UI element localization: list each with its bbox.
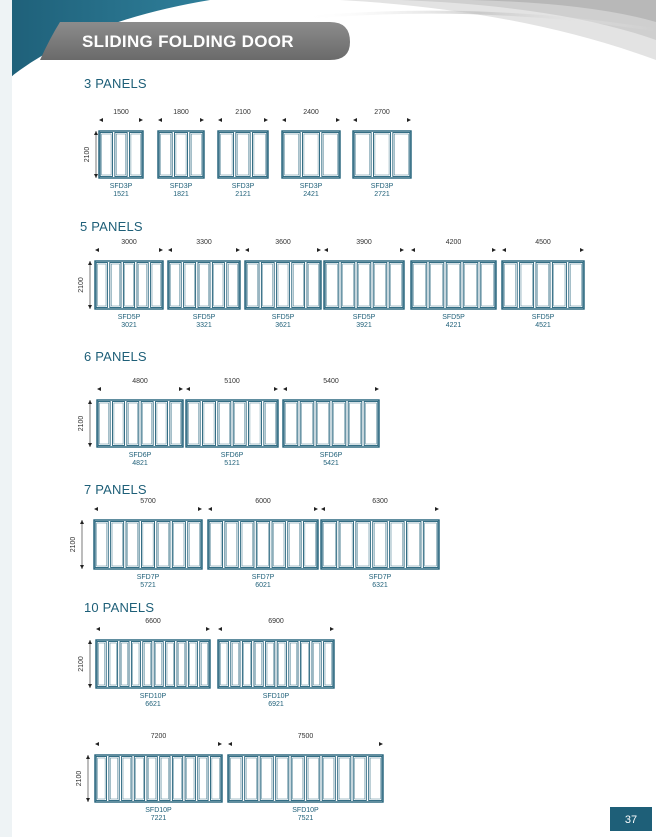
door-row [76, 733, 383, 822]
model-size-code: 6621 [145, 701, 161, 708]
model-code: SFD5P [442, 314, 465, 321]
model-size-code: 2421 [303, 191, 319, 198]
dimension-arrowhead [379, 742, 383, 746]
dimension-arrowhead [236, 248, 240, 252]
dimension-arrowhead [282, 118, 286, 122]
model-code: SFD6P [220, 452, 244, 459]
door-unit [282, 109, 340, 198]
model-size-code: 3021 [121, 322, 137, 329]
dimension-arrowhead [353, 118, 357, 122]
width-label: 3600 [275, 239, 291, 246]
dimension-arrowhead [95, 742, 99, 746]
width-label: 6900 [268, 618, 284, 625]
door-frame [245, 261, 321, 309]
model-size-code: 4521 [535, 322, 551, 329]
model-size-code: 3321 [196, 322, 212, 329]
width-label: 3900 [356, 239, 372, 246]
model-size-code: 4221 [445, 322, 462, 329]
model-code: SFD10P [292, 807, 319, 814]
model-code: SFD10P [139, 693, 167, 700]
width-label: 4200 [445, 239, 462, 246]
door-unit [245, 239, 321, 329]
width-label: 1500 [113, 109, 129, 116]
model-size-code: 1521 [113, 191, 129, 198]
dimension-arrowhead [97, 387, 101, 391]
dimension-arrowhead [95, 248, 99, 252]
title-bar [40, 22, 350, 60]
section-heading: 3 PANELS [84, 76, 147, 91]
dimension-arrowhead [435, 507, 439, 511]
dimension-arrowhead [198, 507, 202, 511]
door-frame [95, 261, 163, 309]
model-size-code: 5121 [224, 460, 240, 467]
door-row [78, 239, 584, 329]
dimension-arrowhead [411, 248, 415, 252]
door-frame [282, 131, 340, 178]
dimension-arrowhead [179, 387, 183, 391]
dimension-arrowhead [88, 305, 92, 309]
dimension-arrowhead [274, 387, 278, 391]
width-label: 2700 [374, 109, 390, 116]
width-label: 3300 [196, 239, 212, 246]
height-label: 2100 [78, 277, 85, 293]
model-code: SFD3P [299, 183, 323, 190]
dimension-arrowhead [218, 627, 222, 631]
model-size-code: 6021 [255, 582, 271, 589]
section-heading: 6 PANELS [84, 349, 147, 364]
width-label: 5100 [224, 378, 240, 385]
model-code: SFD7P [251, 574, 275, 581]
model-size-code: 1821 [173, 191, 189, 198]
model-code: SFD3P [231, 183, 255, 190]
section-heading: 7 PANELS [84, 482, 147, 497]
model-code: SFD5P [192, 314, 216, 321]
dimension-arrowhead [80, 565, 84, 569]
door-unit [218, 618, 334, 708]
model-code: SFD6P [319, 452, 343, 459]
door-unit [168, 239, 240, 329]
door-unit [411, 239, 496, 329]
height-label: 2100 [70, 536, 77, 553]
dimension-arrowhead [283, 387, 287, 391]
dimension-arrowhead [330, 627, 334, 631]
dimension-arrowhead [88, 640, 92, 644]
width-label: 5400 [323, 378, 339, 385]
width-label: 6300 [372, 498, 388, 505]
door-unit [502, 239, 584, 329]
width-label: 6000 [255, 498, 271, 505]
dimension-arrowhead [580, 248, 584, 252]
dimension-arrowhead [186, 387, 190, 391]
model-code: SFD3P [169, 183, 193, 190]
width-label: 2400 [303, 109, 319, 116]
dimension-arrowhead [317, 248, 321, 252]
section [84, 76, 411, 198]
width-label: 4800 [132, 378, 148, 385]
door-unit [208, 498, 318, 589]
width-label: 7500 [297, 733, 314, 740]
model-code: SFD7P [368, 574, 392, 581]
dimension-arrowhead [200, 118, 204, 122]
door-frame [99, 131, 143, 178]
section [78, 349, 379, 467]
width-label: 2100 [235, 109, 251, 116]
dimension-arrowhead [88, 400, 92, 404]
model-size-code: 6921 [268, 701, 284, 708]
door-row [78, 378, 379, 467]
page-number-box [610, 807, 652, 831]
door-unit [353, 109, 411, 198]
dimension-arrowhead [139, 118, 143, 122]
model-code: SFD10P [145, 807, 172, 814]
width-label: 1800 [173, 109, 189, 116]
door-frame [218, 640, 334, 688]
door-catalog [70, 76, 584, 822]
section-heading: 10 PANELS [84, 600, 155, 615]
model-size-code: 7521 [297, 815, 314, 822]
section [70, 482, 439, 589]
dimension-arrowhead [86, 798, 90, 802]
height-label: 2100 [78, 656, 85, 672]
dimension-arrowhead [96, 627, 100, 631]
door-frame [353, 131, 411, 178]
width-label: 6600 [145, 618, 161, 625]
section [78, 219, 584, 329]
door-unit [97, 378, 183, 467]
dimension-arrowhead [375, 387, 379, 391]
model-size-code: 3921 [356, 322, 372, 329]
model-size-code: 2121 [235, 191, 251, 198]
door-unit [218, 109, 268, 198]
dimension-arrowhead [264, 118, 268, 122]
dimension-arrowhead [158, 118, 162, 122]
door-frame [218, 131, 268, 178]
dimension-arrowhead [88, 261, 92, 265]
dimension-arrowhead [88, 443, 92, 447]
height-label: 2100 [78, 415, 85, 432]
model-size-code: 2721 [374, 191, 390, 198]
door-frame [502, 261, 584, 309]
width-label: 4500 [535, 239, 551, 246]
model-code: SFD3P [370, 183, 394, 190]
width-label: 7200 [150, 733, 167, 740]
door-unit [321, 498, 439, 589]
width-label: 3000 [121, 239, 137, 246]
model-code: SFD5P [531, 314, 555, 321]
dimension-arrowhead [94, 174, 98, 178]
model-code: SFD3P [109, 183, 133, 190]
door-unit [283, 378, 379, 467]
model-size-code: 5421 [323, 460, 339, 467]
page-title: SLIDING FOLDING DOOR [82, 32, 294, 51]
dimension-arrowhead [94, 131, 98, 135]
dimension-arrowhead [208, 507, 212, 511]
dimension-arrowhead [218, 742, 222, 746]
header-decoration [300, 0, 656, 60]
width-label: 5700 [140, 498, 156, 505]
model-code: SFD6P [128, 452, 152, 459]
door-row [78, 618, 334, 708]
door-frame [96, 640, 210, 688]
section-heading: 5 PANELS [80, 219, 143, 234]
dimension-arrowhead [492, 248, 496, 252]
dimension-arrowhead [407, 118, 411, 122]
dimension-arrowhead [228, 742, 232, 746]
dimension-arrowhead [94, 507, 98, 511]
dimension-arrowhead [245, 248, 249, 252]
door-frame [158, 131, 204, 178]
dimension-arrowhead [159, 248, 163, 252]
door-unit [99, 109, 143, 198]
section [76, 600, 383, 822]
dimension-arrowhead [80, 520, 84, 524]
model-size-code: 7221 [150, 815, 167, 822]
model-code: SFD5P [352, 314, 376, 321]
dimension-arrowhead [324, 248, 328, 252]
model-size-code: 3621 [275, 322, 291, 329]
door-unit [96, 618, 210, 708]
door-frame [411, 261, 496, 309]
height-label: 2100 [84, 146, 91, 163]
model-size-code: 6321 [372, 582, 388, 589]
dimension-arrowhead [86, 755, 90, 759]
dimension-arrowhead [168, 248, 172, 252]
door-row [84, 109, 411, 198]
door-unit [324, 239, 404, 329]
door-unit [158, 109, 204, 198]
dimension-arrowhead [336, 118, 340, 122]
door-frame [324, 261, 404, 309]
height-label: 2100 [76, 770, 83, 787]
dimension-arrowhead [206, 627, 210, 631]
door-unit [228, 733, 383, 822]
page-number: 37 [624, 814, 638, 826]
model-code: SFD7P [136, 574, 160, 581]
model-size-code: 4821 [132, 460, 148, 467]
dimension-arrowhead [502, 248, 506, 252]
door-unit [186, 378, 278, 467]
door-unit [95, 733, 222, 822]
model-code: SFD10P [262, 693, 290, 700]
door-frame [228, 755, 383, 802]
dimension-arrowhead [314, 507, 318, 511]
door-row [70, 498, 439, 589]
model-size-code: 5721 [140, 582, 156, 589]
door-frame [95, 755, 222, 802]
dimension-arrowhead [88, 684, 92, 688]
door-unit [94, 498, 202, 589]
dimension-arrowhead [99, 118, 103, 122]
dimension-arrowhead [218, 118, 222, 122]
door-unit [95, 239, 163, 329]
model-code: SFD5P [117, 314, 141, 321]
dimension-arrowhead [400, 248, 404, 252]
door-frame [168, 261, 240, 309]
dimension-arrowhead [321, 507, 325, 511]
model-code: SFD5P [271, 314, 295, 321]
